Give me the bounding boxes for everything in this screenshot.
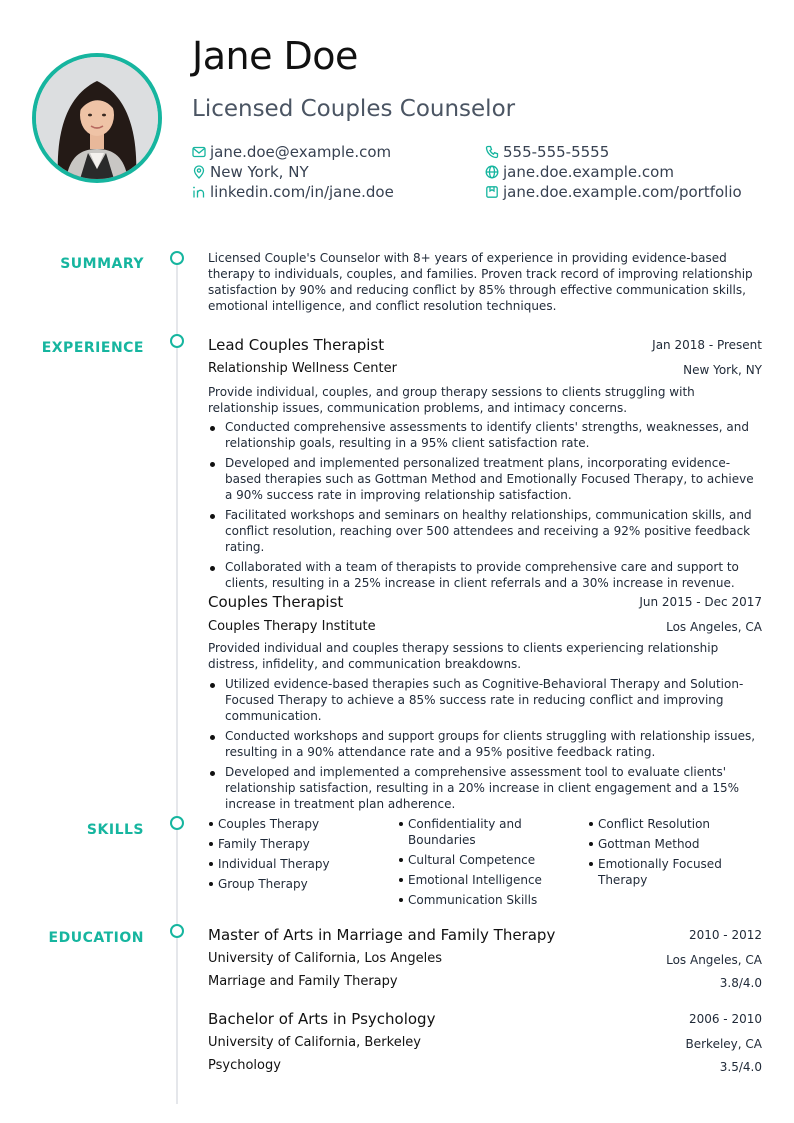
- list-item: Developed and implemented personalized treatment plans, incorporating evidence-based therapies such as Gottman Method and Emotionally Focused Therapy, to achieve a 90% success rate in improving relationship satisfaction.: [208, 455, 764, 503]
- section-label-education: EDUCATION: [48, 930, 144, 946]
- avatar-illustration: [36, 57, 158, 179]
- linkedin-text: linkedin.com/in/jane.doe: [210, 183, 394, 201]
- job-description: Provided individual and couples therapy sessions to clients experiencing relationship distress, infidelity, and communication breakdowns.: [208, 641, 719, 671]
- linkedin-icon: [192, 185, 206, 199]
- job-location: New York, NY: [683, 363, 762, 377]
- list-item: Conducted workshops and support groups for clients struggling with relationship issues, resulting in a 90% attendance rate and a 95% positive feedback rating.: [208, 728, 764, 760]
- education-location: Los Angeles, CA: [666, 953, 762, 967]
- phone-icon: [485, 145, 499, 159]
- education-school: University of California, Los Angeles: [208, 951, 443, 966]
- list-item: Developed and implemented a comprehensive assessment tool to evaluate clients' relationship satisfaction, resulting in a 20% increase in client engagement and a 15% increase in treatment plan adherence.: [208, 764, 764, 812]
- skill-item: Confidentiality and Boundaries: [398, 816, 548, 848]
- job-bullets: [208, 419, 764, 595]
- job-dates: Jan 2018 - Present: [652, 338, 762, 352]
- timeline-dot-summary: [170, 251, 184, 265]
- location-text: New York, NY: [210, 163, 309, 181]
- contact-portfolio[interactable]: [485, 182, 742, 202]
- summary-text: Licensed Couple's Counselor with 8+ years of experience in providing evidence-based therapy to individuals, couples, and families. Proven track record of improving relationship satisfaction by 90% and reducing conflict by 85% through effective communication skills, emotional intelligence, and conflict resolution techniques.: [208, 251, 753, 313]
- job-dates: Jun 2015 - Dec 2017: [639, 595, 762, 609]
- skills-column-2: [398, 816, 548, 912]
- skill-item: Gottman Method: [588, 836, 738, 852]
- list-item: Collaborated with a team of therapists to provide comprehensive care and support to clients, resulting in a 25% increase in client referrals and a 30% increase in revenue.: [208, 559, 764, 591]
- list-item: Utilized evidence-based therapies such as Cognitive-Behavioral Therapy and Solution-Focused Therapy to achieve a 85% success rate in reducing conflict and improving communication.: [208, 676, 764, 724]
- timeline-dot-education: [170, 924, 184, 938]
- job-bullets: [208, 676, 764, 816]
- timeline-line: [176, 262, 178, 1104]
- education-field: Marriage and Family Therapy: [208, 974, 398, 989]
- education-dates: 2010 - 2012: [688, 928, 762, 942]
- skill-item: Emotionally Focused Therapy: [588, 856, 738, 888]
- job-title: Lead Couples Therapist: [208, 336, 385, 354]
- map-pin-icon: [192, 165, 206, 179]
- education-gpa: 3.8/4.0: [719, 976, 762, 990]
- skill-item: Group Therapy: [208, 876, 378, 892]
- education-degree: Bachelor of Arts in Psychology: [208, 1010, 436, 1028]
- portfolio-text: jane.doe.example.com/portfolio: [503, 183, 742, 201]
- skill-item: Couples Therapy: [208, 816, 378, 832]
- education-field: Psychology: [208, 1058, 281, 1073]
- skill-item: Conflict Resolution: [588, 816, 738, 832]
- contact-email[interactable]: [192, 142, 391, 162]
- skill-item: Individual Therapy: [208, 856, 378, 872]
- job-title: Couples Therapist: [208, 593, 344, 611]
- phone-text: 555-555-5555: [503, 143, 610, 161]
- contact-phone[interactable]: [485, 142, 609, 162]
- section-label-skills: SKILLS: [86, 822, 144, 838]
- education-gpa: 3.5/4.0: [719, 1060, 762, 1074]
- website-text: jane.doe.example.com: [503, 163, 674, 181]
- education-location: Berkeley, CA: [685, 1037, 762, 1051]
- job-company: Couples Therapy Institute: [208, 619, 376, 634]
- skills-column-3: [588, 816, 738, 892]
- contact-website[interactable]: [485, 162, 674, 182]
- contact-linkedin[interactable]: [192, 182, 394, 202]
- globe-icon: [485, 165, 499, 179]
- skill-item: Family Therapy: [208, 836, 378, 852]
- job-location: Los Angeles, CA: [666, 620, 762, 634]
- portfolio-icon: [485, 185, 499, 199]
- education-dates: 2006 - 2010: [688, 1012, 762, 1026]
- skill-item: Emotional Intelligence: [398, 872, 548, 888]
- candidate-name: Jane Doe: [192, 34, 358, 78]
- job-company: Relationship Wellness Center: [208, 361, 397, 376]
- skill-item: Communication Skills: [398, 892, 548, 908]
- profile-photo: [32, 53, 162, 183]
- timeline-dot-experience: [170, 334, 184, 348]
- contact-location: [192, 162, 309, 182]
- education-school: University of California, Berkeley: [208, 1035, 421, 1050]
- skill-item: Cultural Competence: [398, 852, 548, 868]
- email-text: jane.doe@example.com: [210, 143, 392, 161]
- list-item: Conducted comprehensive assessments to identify clients' strengths, weaknesses, and relationship goals, resulting in a 95% client satisfaction rate.: [208, 419, 764, 451]
- mail-icon: [192, 145, 206, 159]
- education-degree: Master of Arts in Marriage and Family Therapy: [208, 926, 556, 944]
- job-description: Provide individual, couples, and group therapy sessions to clients struggling with relationship issues, communication problems, and intimacy concerns.: [208, 385, 695, 415]
- job-title-header: Licensed Couples Counselor: [192, 96, 516, 122]
- section-label-experience: EXPERIENCE: [41, 340, 144, 356]
- section-label-summary: SUMMARY: [60, 256, 144, 272]
- skills-column-1: [208, 816, 378, 896]
- list-item: Facilitated workshops and seminars on healthy relationships, communication skills, and conflict resolution, reaching over 500 attendees and receiving a 92% positive feedback rating.: [208, 507, 764, 555]
- timeline-dot-skills: [170, 816, 184, 830]
